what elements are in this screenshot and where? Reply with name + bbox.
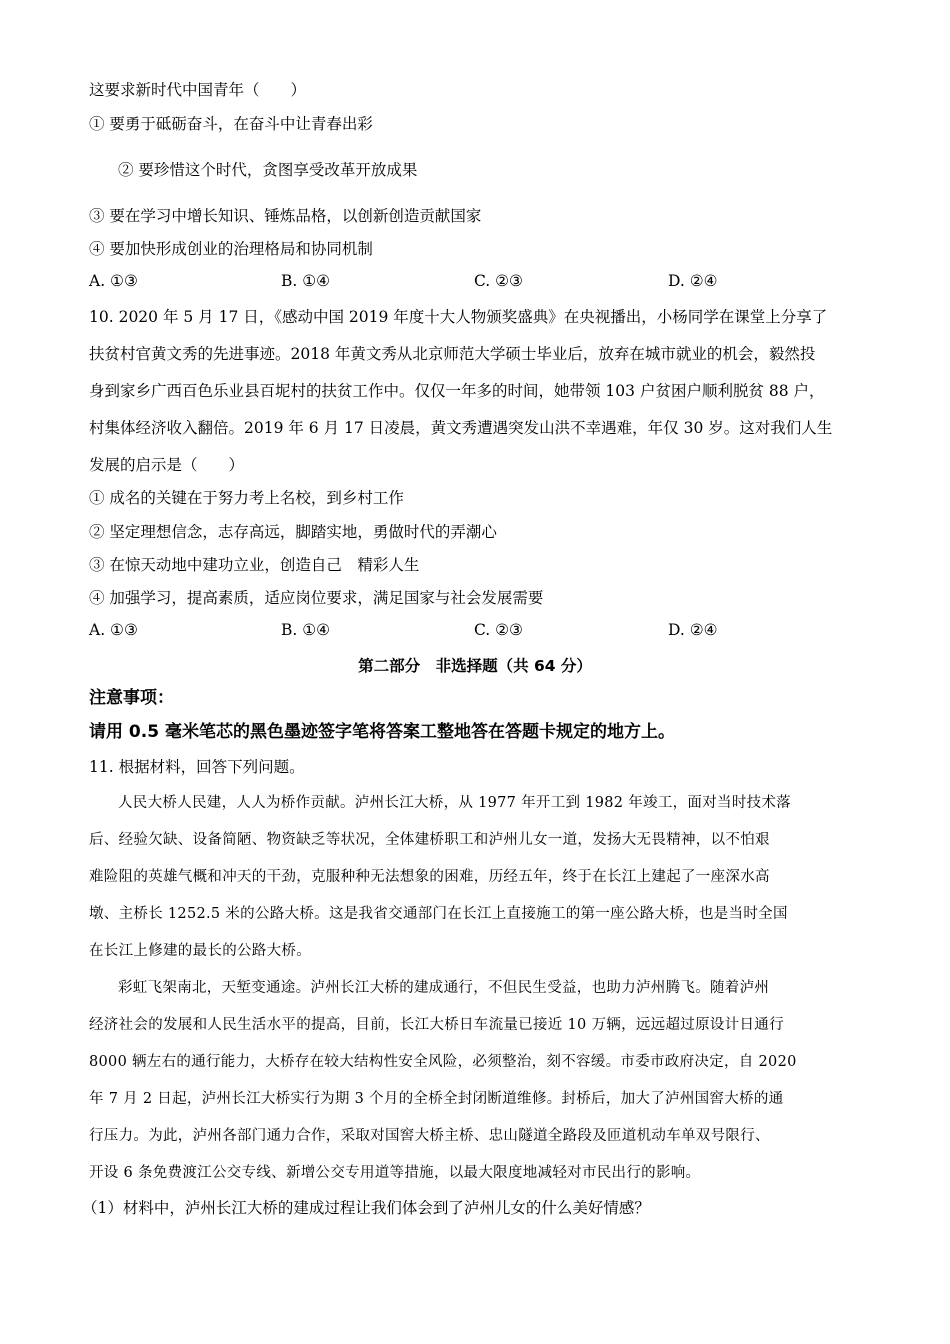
q10-line-4: 村集体经济收入翻倍。2019 年 6 月 17 日凌晨，黄文秀遭遇突发山洪不幸遇难，年仅 30 岁。这对我们人生	[89, 419, 833, 437]
part2-title: 第二部分 非选择题（共 64 分）	[358, 657, 592, 675]
notice-title: 注意事项：	[89, 688, 174, 708]
q9-option-d[interactable]: D. ②④	[668, 272, 718, 290]
q9-option-a[interactable]: A. ①③	[89, 272, 138, 290]
q10-line-5: 发展的启示是（ ）	[89, 456, 245, 474]
q11-para1-line-2: 后、经验欠缺、设备简陋、物资缺乏等状况，全体建桥职工和泸州儿女一道，发扬大无畏精神，以不怕艰	[89, 832, 770, 848]
q11-para2-line-4: 年 7 月 2 日起，泸州长江大桥实行为期 3 个月的全桥全封闭断道维修。封桥后，加大了泸州国窖大桥的通	[89, 1091, 784, 1107]
q11-para1-line-1: 人民大桥人民建，人人为桥作贡献。泸州长江大桥，从 1977 年开工到 1982 年竣工，面对当时技术落	[118, 795, 792, 811]
q11-para2-line-2: 经济社会的发展和人民生活水平的提高，目前，长江大桥日车流量已接近 10 万辆，远远超过原设计日通行	[89, 1017, 784, 1033]
q11-intro: 11. 根据材料，回答下列问题。	[89, 758, 305, 776]
q10-statement-1: ① 成名的关键在于努力考上名校，到乡村工作	[89, 489, 404, 507]
q10-option-a[interactable]: A. ①③	[89, 621, 138, 639]
q11-para2-line-5: 行压力。为此，泸州各部门通力合作，采取对国窖大桥主桥、忠山隧道全路段及匝道机动车单双号限行、	[89, 1128, 770, 1144]
q9-statement-2: ② 要珍惜这个时代，贪图享受改革开放成果	[118, 161, 418, 179]
q9-options	[89, 272, 869, 292]
q10-option-c[interactable]: C. ②③	[474, 621, 523, 639]
q11-para1-line-5: 在长江上修建的最长的公路大桥。	[89, 943, 311, 959]
q11-subquestion-1: （1）材料中，泸州长江大桥的建成过程让我们体会到了泸州儿女的什么美好情感？	[82, 1199, 650, 1217]
q11-para2-line-1: 彩虹飞架南北，天堑变通途。泸州长江大桥的建成通行，不但民生受益，也助力泸州腾飞。随着泸州	[118, 980, 770, 996]
q11-para2-line-6: 开设 6 条免费渡江公交专线、新增公交专用道等措施，以最大限度地减轻对市民出行的影响。	[89, 1165, 701, 1181]
q9-stem-end: 这要求新时代中国青年（ ）	[89, 81, 307, 99]
q9-statement-3: ③ 要在学习中增长知识、锤炼品格，以创新创造贡献国家	[89, 207, 482, 225]
q9-statement-1: ① 要勇于砥砺奋斗，在奋斗中让青春出彩	[89, 115, 373, 133]
q11-para1-line-3: 难险阻的英雄气概和冲天的干劲，克服种种无法想象的困难，历经五年，终于在长江上建起了一座深水高	[89, 869, 770, 885]
q9-option-b[interactable]: B. ①④	[281, 272, 331, 290]
q10-statement-3: ③ 在惊天动地中建功立业，创造自己 精彩人生	[89, 556, 420, 574]
q11-para1-line-4: 墩、主桥长 1252.5 米的公路大桥。这是我省交通部门在长江上直接施工的第一座公路大桥，也是当时全国	[89, 906, 788, 922]
q10-option-b[interactable]: B. ①④	[281, 621, 331, 639]
q10-statement-2: ② 坚定理想信念，志存高远，脚踏实地，勇做时代的弄潮心	[89, 523, 497, 541]
q9-option-c[interactable]: C. ②③	[474, 272, 523, 290]
q10-statement-4: ④ 加强学习，提高素质，适应岗位要求，满足国家与社会发展需要	[89, 589, 544, 607]
q11-para2-line-3: 8000 辆左右的通行能力，大桥存在较大结构性安全风险，必须整治，刻不容缓。市委市政府决定，自 2020	[89, 1054, 797, 1070]
q10-line-2: 扶贫村官黄文秀的先进事迹。2018 年黄文秀从北京师范大学硕士毕业后，放弃在城市就业的机会，毅然投	[89, 345, 816, 363]
q10-options	[89, 621, 869, 641]
q9-statement-4: ④ 要加快形成创业的治理格局和协同机制	[89, 240, 373, 258]
q10-line-1: 10. 2020 年 5 月 17 日，《感动中国 2019 年度十大人物颁奖盛典》在央视播出，小杨同学在课堂上分享了	[89, 308, 828, 326]
notice-text: 请用 0.5 毫米笔芯的黑色墨迹签字笔将答案工整地答在答题卡规定的地方上。	[89, 722, 675, 742]
q10-option-d[interactable]: D. ②④	[668, 621, 718, 639]
q10-line-3: 身到家乡广西百色乐业县百坭村的扶贫工作中。仅仅一年多的时间，她带领 103 户贫困户顺利脱贫 88 户，	[89, 382, 825, 400]
